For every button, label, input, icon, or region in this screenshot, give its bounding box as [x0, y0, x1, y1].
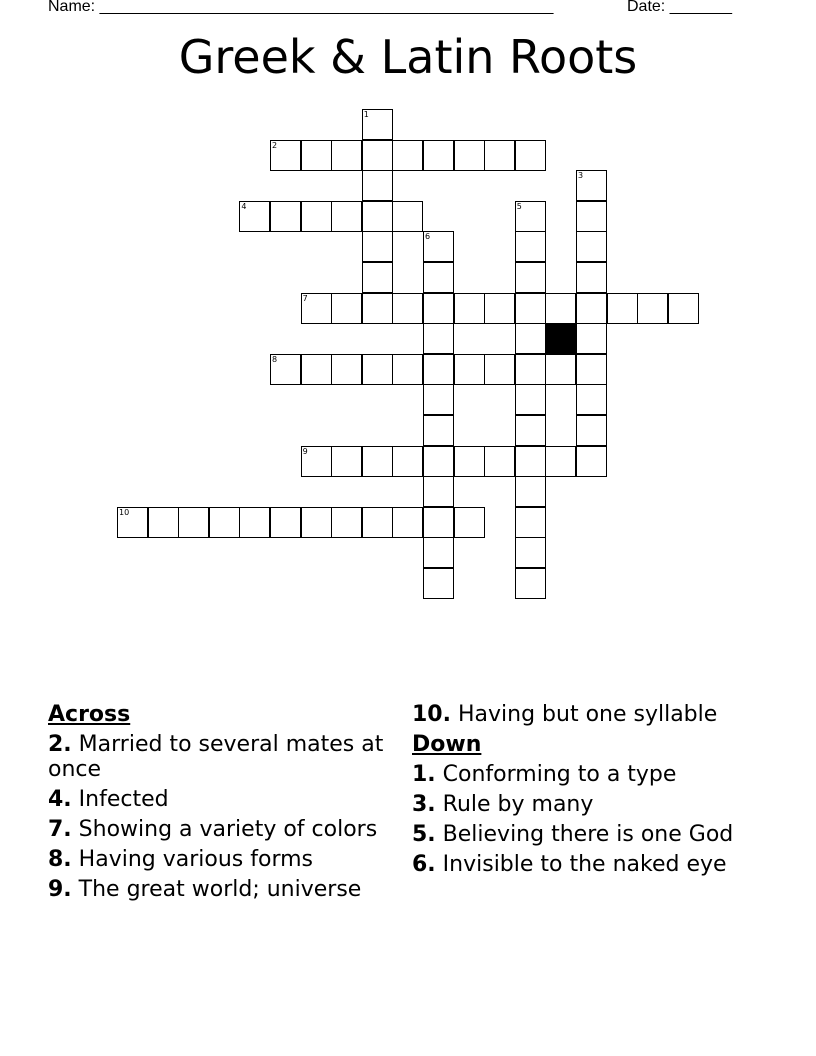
grid-cell[interactable] [362, 201, 393, 232]
grid-cell[interactable] [270, 140, 301, 171]
clue-text: Invisible to the naked eye [435, 852, 727, 877]
grid-cell[interactable] [362, 446, 393, 477]
grid-cell[interactable] [148, 507, 179, 538]
clue-item [412, 762, 752, 787]
clues-column-left [48, 702, 388, 907]
date-field-label: Date: _______ [627, 0, 732, 15]
grid-cell[interactable] [331, 354, 362, 385]
clues-column-right [412, 702, 752, 882]
grid-cell[interactable] [484, 354, 515, 385]
clue-item [412, 822, 752, 847]
cell-number: 2 [272, 140, 278, 150]
grid-cell[interactable] [515, 262, 546, 293]
grid-cell[interactable] [270, 201, 301, 232]
cell-number: 3 [578, 171, 584, 181]
grid-cell[interactable] [576, 262, 607, 293]
grid-cell[interactable] [423, 537, 454, 568]
clue-text: Showing a variety of colors [71, 817, 378, 842]
across-heading: Across [48, 702, 131, 727]
grid-cell[interactable] [362, 293, 393, 324]
cell-number: 8 [272, 354, 278, 364]
grid-cell[interactable] [301, 293, 332, 324]
grid-cell[interactable] [239, 201, 270, 232]
cell-number: 10 [119, 507, 130, 517]
grid-cell[interactable] [270, 507, 301, 538]
clue-item [48, 847, 388, 872]
grid-cell[interactable] [362, 140, 393, 171]
grid-cell[interactable] [576, 446, 607, 477]
grid-cell[interactable] [576, 415, 607, 446]
grid-cell[interactable] [484, 293, 515, 324]
grid-cell[interactable] [484, 140, 515, 171]
grid-cell[interactable] [301, 201, 332, 232]
grid-cell[interactable] [392, 507, 423, 538]
grid-cell[interactable] [576, 354, 607, 385]
grid-cell[interactable] [576, 323, 607, 354]
grid-cell[interactable] [301, 507, 332, 538]
grid-cell[interactable] [301, 354, 332, 385]
grid-cell[interactable] [423, 231, 454, 262]
grid-cell[interactable] [362, 354, 393, 385]
grid-cell[interactable] [515, 476, 546, 507]
clue-text: Having but one syllable [450, 702, 718, 727]
grid-cell[interactable] [515, 231, 546, 262]
grid-cell[interactable] [331, 507, 362, 538]
grid-cell[interactable] [423, 568, 454, 599]
clue-number: 3. [412, 792, 436, 817]
grid-cell[interactable] [515, 293, 546, 324]
grid-cell[interactable] [239, 507, 270, 538]
grid-cell[interactable] [515, 446, 546, 477]
grid-cell[interactable] [484, 446, 515, 477]
grid-cell[interactable] [392, 446, 423, 477]
grid-cell[interactable] [515, 568, 546, 599]
clue-item [48, 877, 388, 902]
grid-cell[interactable] [392, 293, 423, 324]
cell-number: 4 [241, 201, 247, 211]
grid-cell[interactable] [454, 293, 485, 324]
grid-cell[interactable] [301, 446, 332, 477]
grid-cell[interactable] [331, 140, 362, 171]
clue-number: 5. [412, 822, 436, 847]
clue-number: 10. [412, 702, 451, 727]
clue-text: Infected [71, 787, 169, 812]
grid-cell[interactable] [362, 507, 393, 538]
grid-cell[interactable] [362, 170, 393, 201]
clue-text: The great world; universe [71, 877, 362, 902]
grid-cell[interactable] [423, 262, 454, 293]
clue-number: 6. [412, 852, 436, 877]
clue-item [412, 852, 752, 877]
clue-text: Married to several mates at once [48, 732, 384, 782]
grid-cell[interactable] [545, 354, 576, 385]
cell-number: 7 [302, 293, 308, 303]
grid-cell[interactable] [331, 201, 362, 232]
grid-cell[interactable] [576, 201, 607, 232]
page-title: Greek & Latin Roots [178, 30, 638, 84]
down-heading: Down [412, 732, 482, 757]
grid-cell[interactable] [392, 354, 423, 385]
grid-cell[interactable] [423, 507, 454, 538]
grid-cell[interactable] [454, 446, 485, 477]
grid-cell[interactable] [515, 507, 546, 538]
black-cell [545, 323, 576, 354]
clue-item [412, 792, 752, 817]
grid-cell[interactable] [576, 231, 607, 262]
grid-cell[interactable] [454, 354, 485, 385]
grid-cell[interactable] [576, 170, 607, 201]
grid-cell[interactable] [423, 140, 454, 171]
grid-cell[interactable] [515, 537, 546, 568]
cell-number: 1 [363, 110, 369, 119]
clue-number: 7. [48, 817, 72, 842]
clue-text: Believing there is one God [435, 822, 734, 847]
grid-cell[interactable] [362, 231, 393, 262]
grid-cell[interactable] [209, 507, 240, 538]
cell-number: 5 [516, 201, 522, 211]
grid-cell[interactable] [362, 109, 393, 140]
clue-item [48, 817, 388, 842]
grid-cell[interactable] [362, 262, 393, 293]
clue-number: 8. [48, 847, 72, 872]
grid-cell[interactable] [423, 446, 454, 477]
grid-cell[interactable] [423, 323, 454, 354]
grid-cell[interactable] [515, 323, 546, 354]
grid-cell[interactable] [270, 354, 301, 385]
clue-number: 4. [48, 787, 72, 812]
clue-item [48, 787, 388, 812]
grid-cell[interactable] [515, 201, 546, 232]
clue-text: Having various forms [71, 847, 313, 872]
grid-cell[interactable] [423, 384, 454, 415]
clue-text: Conforming to a type [435, 762, 677, 787]
grid-cell[interactable] [668, 293, 699, 324]
cell-number: 6 [425, 232, 431, 242]
clue-text: Rule by many [435, 792, 594, 817]
grid-cell[interactable] [301, 140, 332, 171]
grid-cell[interactable] [423, 354, 454, 385]
grid-cell[interactable] [454, 140, 485, 171]
grid-cell[interactable] [515, 354, 546, 385]
grid-cell[interactable] [545, 293, 576, 324]
grid-cell[interactable] [576, 384, 607, 415]
grid-cell[interactable] [331, 293, 362, 324]
grid-cell[interactable] [515, 415, 546, 446]
grid-cell[interactable] [117, 507, 148, 538]
grid-cell[interactable] [392, 201, 423, 232]
clue-number: 2. [48, 732, 72, 757]
grid-cell[interactable] [576, 293, 607, 324]
cell-number: 9 [302, 446, 308, 456]
grid-cell[interactable] [331, 446, 362, 477]
clue-number: 1. [412, 762, 436, 787]
grid-cell[interactable] [178, 507, 209, 538]
grid-cell[interactable] [545, 446, 576, 477]
grid-cell[interactable] [607, 293, 638, 324]
grid-cell[interactable] [515, 384, 546, 415]
grid-cell[interactable] [392, 140, 423, 171]
grid-cell[interactable] [637, 293, 668, 324]
grid-cell[interactable] [515, 140, 546, 171]
clue-item [48, 732, 388, 782]
grid-cell[interactable] [454, 507, 485, 538]
grid-cell[interactable] [423, 415, 454, 446]
clue-number: 9. [48, 877, 72, 902]
clue-item [412, 702, 752, 727]
grid-cell[interactable] [423, 476, 454, 507]
name-field-label: Name: ___________________________________________________ [48, 0, 554, 15]
grid-cell[interactable] [423, 293, 454, 324]
